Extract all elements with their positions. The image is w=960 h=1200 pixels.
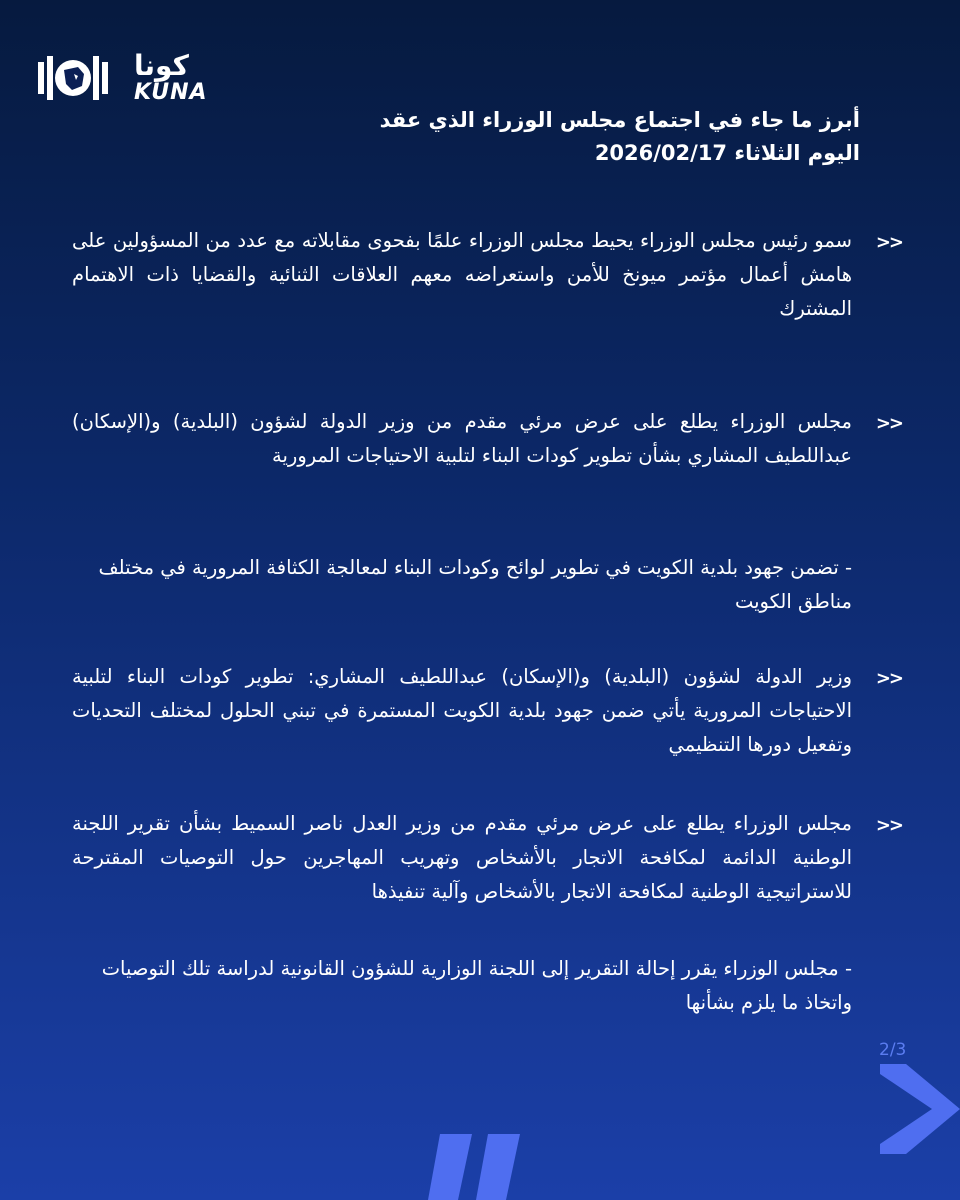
kuna-logo: [38, 46, 208, 110]
title-line-2: اليوم الثلاثاء 2026/02/17: [594, 141, 860, 165]
news-item-1: سمو رئيس مجلس الوزراء يحيط مجلس الوزراء علمًا بفحوى مقابلاته مع عدد من المسؤولين على هامش أعمال مؤتمر ميونخ للأمن واستعراضه معهم العلاقات الثنائية والقضايا ذات الاهتمام المشترك: [72, 229, 852, 320]
quote-mark-icon: [428, 1130, 528, 1200]
news-item-4: مجلس الوزراء يطلع على عرض مرئي مقدم من وزير العدل ناصر السميط بشأن تقرير اللجنة الوطنية الدائمة لمكافحة الاتجار بالأشخاص وتهريب المهاجرين حول التوصيات المقترحة للاستراتيجية الوطنية لمكافحة الاتجار بالأشخاص وآلية تنفيذها: [72, 812, 852, 903]
logo-latin-text: KUNA: [134, 80, 208, 105]
bullet-icon: >>: [875, 815, 902, 836]
news-item-2: مجلس الوزراء يطلع على عرض مرئي مقدم من وزير الدولة لشؤون (البلدية) و(الإسكان) عبداللطيف المشاري بشأن تطوير كودات البناء لتلبية الاحتياجات المرورية: [72, 410, 852, 467]
news-item-4-detail: - مجلس الوزراء يقرر إحالة التقرير إلى اللجنة الوزارية للشؤون القانونية لدراسة تلك التوصيات واتخاذ ما يلزم بشأنها: [101, 957, 852, 1014]
kuna-emblem-icon: [38, 46, 108, 110]
bullet-icon: >>: [875, 413, 902, 434]
next-page-chevron-icon[interactable]: [880, 1064, 960, 1154]
news-item-3: وزير الدولة لشؤون (البلدية) و(الإسكان) عبداللطيف المشاري: تطوير كودات البناء لتلبية الاحتياجات المرورية يأتي ضمن جهود بلدية الكويت المستمرة في تبني الحلول لمختلف التحديات وتفعيل دورها التنظيمي: [72, 665, 852, 756]
logo-arabic-text: كونا: [134, 49, 189, 82]
page-indicator: 2/3: [879, 1040, 907, 1060]
title-line-1: أبرز ما جاء في اجتماع مجلس الوزراء الذي عقد: [379, 108, 860, 132]
page-title: [260, 104, 860, 170]
bullet-icon: >>: [875, 668, 902, 689]
news-item-2-detail: - تضمن جهود بلدية الكويت في تطوير لوائح وكودات البناء لمعالجة الكثافة المرورية في مختلف مناطق الكويت: [98, 556, 852, 613]
bullet-icon: >>: [875, 232, 902, 253]
